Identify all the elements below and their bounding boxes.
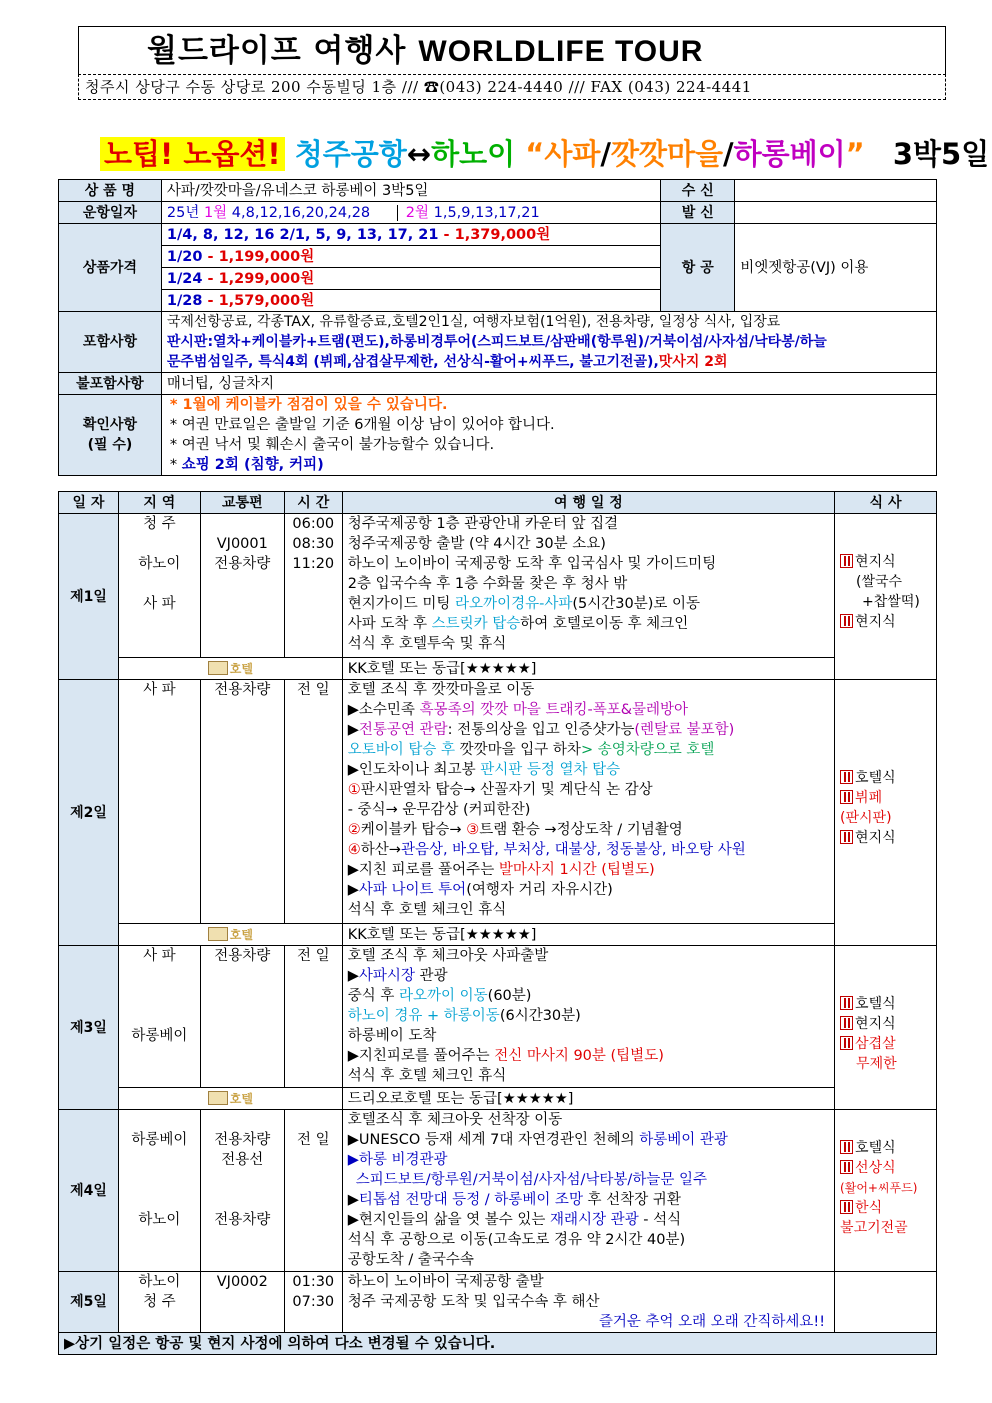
day-3-region — [118, 946, 200, 1088]
day-2-hotel: KK호텔 또는 동급[★★★★★] — [342, 924, 834, 946]
day-4-meals — [835, 1110, 937, 1272]
product-name-value: 사파/깟깟마을/유네스코 하롱베이 3박5일 — [161, 180, 660, 202]
plan-line: 석식 후 호텔 체크인 휴식 — [347, 902, 507, 918]
price-4-dates: 1/28 — [166, 292, 203, 309]
plan-line: 호텔 조식 후 깟깟마을로 이동 — [347, 682, 535, 698]
dates-jan-days: 4,8,12,16,20,24,28 — [231, 204, 371, 221]
meal-icon — [840, 790, 853, 804]
day-4-plan — [342, 1110, 834, 1272]
plan-number: ③ — [466, 822, 480, 838]
meal-icon — [840, 554, 853, 568]
meal-text: 현지식 — [855, 830, 896, 846]
day-4: 제4일 — [59, 1110, 119, 1272]
plan-highlight: 티톱섬 전망대 등정 / 하롱베이 조망 — [358, 1192, 583, 1208]
plan-line — [348, 860, 829, 880]
plan-highlight: 하롱베이 관광 — [639, 1132, 728, 1148]
day-2: 제2일 — [59, 680, 119, 946]
plan-text: ▶ — [347, 882, 359, 898]
plan-line: 청주국제공항 1층 관광안내 카운터 앞 집결 — [347, 516, 619, 532]
plan-highlight: 라오까이 이동 — [399, 988, 488, 1004]
day-2-time: 전 일 — [284, 680, 342, 924]
private-vehicle: 전용차량 — [214, 1132, 271, 1148]
day-1-transport — [200, 514, 284, 658]
plan-text: (5시간30분)로 이동 — [572, 596, 700, 612]
company-address: 청주시 상당구 수동 상당로 200 수동빌딩 1층 /// ☎(043) 224-4440 /// FAX (043) 224-4441 — [78, 74, 946, 100]
excluded-value: 매너팁, 싱글차지 — [161, 373, 936, 395]
region-sapa: 사 파 — [143, 948, 176, 964]
region-halong: 하롱베이 — [131, 1132, 188, 1148]
plan-line — [348, 1006, 829, 1026]
region-hanoi: 하노이 — [138, 556, 181, 572]
day-3-meals — [835, 946, 937, 1110]
plan-highlight: (렌탈료 불포함) — [634, 722, 735, 738]
day-2-plan — [342, 680, 834, 924]
product-info-table — [58, 179, 937, 476]
hotel-icon — [208, 1091, 228, 1105]
private-boat: 전용선 — [221, 1152, 264, 1168]
product-name-label: 상 품 명 — [59, 180, 162, 202]
plan-text: ▶ — [347, 1192, 359, 1208]
dates-jan: 1월 — [203, 204, 228, 221]
plan-line — [348, 1210, 829, 1230]
day-5: 제5일 — [59, 1272, 119, 1333]
hotel-label: 호텔 — [229, 661, 253, 676]
plan-text: 트램 환승 →정상도착 / 기념촬영 — [479, 822, 683, 838]
hotel-label: 호텔 — [229, 927, 253, 942]
region-hanoi: 하노이 — [138, 1212, 181, 1228]
day-4-time: 전 일 — [284, 1110, 342, 1272]
plan-highlight: 판시판 등정 열차 탑승 — [480, 762, 621, 778]
time-1: 06:00 — [292, 516, 335, 532]
meal-text: 한식 — [855, 1200, 883, 1216]
excluded-label: 불포함사항 — [59, 373, 162, 395]
day-5-transport: VJ0002 — [200, 1272, 284, 1333]
plan-text: - 석식 — [638, 1212, 682, 1228]
promo-title — [100, 134, 989, 174]
company-name-ko: 월드라이프 여행사 — [147, 33, 407, 69]
plan-line — [348, 1046, 829, 1066]
time-3: 11:20 — [292, 556, 335, 572]
plan-text: (6시간30분) — [499, 1008, 581, 1024]
hotel-label: 호텔 — [229, 1091, 253, 1106]
day-2-meals — [835, 680, 937, 946]
meal-text: 불고기전골 — [840, 1220, 908, 1236]
promo-quote-open: “ — [525, 137, 545, 171]
plan-text: : 전통의상을 입고 인증샷가능 — [447, 722, 635, 738]
meal-text: 현지식 — [855, 554, 896, 570]
plan-highlight: 전신 마사지 90분 (팁별도) — [494, 1048, 664, 1064]
meal-icon — [840, 1160, 853, 1174]
included-line-2: 판시판:열차+케이블카+트램(편도),하롱비경투어(스피드보트/삼판배(항루원)/거북이섬/사자섬/낙타봉/하늘 — [166, 334, 827, 350]
company-header — [78, 26, 946, 100]
plan-text: 후 선착장 귀환 — [582, 1192, 681, 1208]
plan-text: 판시판열차 탑승→ 산꼴자기 및 계단식 논 감상 — [360, 782, 653, 798]
price-3-amount: - 1,299,000원 — [202, 270, 315, 287]
promo-duration: 3박5일 — [892, 137, 990, 171]
plan-line: 호텔 조식 후 체크아웃 사파출발 — [347, 948, 549, 964]
plan-line — [348, 700, 829, 720]
notice-line-2: * 여권 만료일은 출발일 기준 6개월 이상 남이 있어야 합니다. — [169, 417, 555, 433]
plan-text: ▶UNESCO 등재 세계 7대 자연경관인 천혜의 — [347, 1132, 640, 1148]
hotel-icon — [208, 661, 228, 675]
col-plan: 여 행 일 정 — [342, 492, 834, 514]
meal-text: 현지식 — [855, 614, 896, 630]
plan-text: 중식 후 — [347, 988, 400, 1004]
plan-line: 하노이 노이바이 국제공항 출발 — [347, 1274, 544, 1290]
plan-text: ▶현지인들의 삶을 엿 볼수 있는 — [347, 1212, 551, 1228]
plan-line — [348, 820, 829, 840]
flight-dates-value — [161, 202, 660, 224]
plan-line — [348, 1130, 829, 1150]
plan-line: 석식 후 호텔투숙 및 휴식 — [347, 636, 507, 652]
day-4-transport — [200, 1110, 284, 1272]
plan-text: (60분) — [487, 988, 532, 1004]
plan-line — [348, 740, 829, 760]
plan-text: ▶지친피로를 풀어주는 — [347, 1048, 495, 1064]
plan-line: 석식 후 공항으로 이동(고속도로 경유 약 2시간 40분) — [347, 1232, 686, 1248]
plan-line — [348, 840, 829, 860]
meal-text: 호텔식 — [855, 996, 896, 1012]
plan-line — [348, 594, 829, 614]
private-vehicle: 전용차량 — [214, 556, 271, 572]
day-1-region — [118, 514, 200, 658]
meal-text: 삼겹살 — [855, 1036, 896, 1052]
plan-text: 관광 — [414, 968, 448, 984]
day-3-transport: 전용차량 — [200, 946, 284, 1088]
plan-line — [348, 780, 829, 800]
plan-text: ▶ — [347, 968, 359, 984]
price-2-amount: - 1,199,000원 — [202, 248, 315, 265]
farewell-message: 즐거운 추억 오래 오래 간직하세요!! — [598, 1314, 826, 1330]
plan-line: 청주국제공항 출발 (약 4시간 30분 소요) — [347, 536, 606, 552]
meal-icon — [840, 1016, 853, 1030]
included-value — [161, 312, 936, 373]
promo-place-2: 깟깟마을 — [610, 137, 724, 171]
promo-place-1: 사파 — [544, 137, 601, 171]
plan-line: ▶하롱 비경관광 — [347, 1152, 448, 1168]
meal-text: 무제한 — [856, 1056, 897, 1072]
plan-line — [348, 986, 829, 1006]
time-2: 07:30 — [292, 1294, 335, 1310]
plan-highlight: 하노이 경유 + 하롱이동 — [347, 1008, 500, 1024]
meal-text: 호텔식 — [855, 1140, 896, 1156]
meal-icon — [840, 1200, 853, 1214]
plan-text: (여행자 거리 자유시간) — [466, 882, 613, 898]
meal-text: (활어+씨푸드) — [840, 1181, 918, 1195]
day-1-plan — [342, 514, 834, 658]
included-line-1: 국제선항공료, 각종TAX, 유류할증료,호텔2인1실, 여행자보험(1억원), 전용차량, 일정상 식사, 입장료 — [166, 314, 781, 330]
sender-value — [735, 202, 937, 224]
day-3-plan — [342, 946, 834, 1088]
day-5-meals — [835, 1272, 937, 1333]
day-1-hotel: KK호텔 또는 동급[★★★★★] — [342, 658, 834, 680]
meal-text: 호텔식 — [855, 770, 896, 786]
plan-highlight: 라오까이경유-사파 — [455, 596, 573, 612]
plan-highlight: 흑몽족의 깟깟 마을 트래킹-폭포&물레방아 — [419, 702, 689, 718]
plan-highlight: 발마사지 1시간 (팁별도) — [498, 862, 655, 878]
promo-slash-1: / — [600, 137, 611, 171]
col-day: 일 자 — [59, 492, 119, 514]
promo-quote-close: ” — [845, 137, 865, 171]
meal-icon — [840, 830, 853, 844]
day-1-meals — [835, 514, 937, 680]
airline-value: 비엣젯항공(VJ) 이용 — [735, 224, 937, 312]
price-4-amount: - 1,579,000원 — [202, 292, 315, 309]
day-2-transport: 전용차량 — [200, 680, 284, 924]
meal-text: +찹쌀떡) — [862, 594, 920, 610]
plan-line: 호텔조식 후 체크아웃 선착장 이동 — [347, 1112, 563, 1128]
price-row-3 — [161, 268, 660, 290]
meal-text: 선상식 — [855, 1160, 896, 1176]
recipient-label: 수 신 — [661, 180, 735, 202]
company-name — [78, 26, 946, 74]
col-time: 시 간 — [284, 492, 342, 514]
day-5-plan — [342, 1272, 834, 1333]
promo-route: 청주공항 — [294, 137, 407, 171]
recipient-value — [735, 180, 937, 202]
plan-line — [348, 760, 829, 780]
meal-icon — [840, 1140, 853, 1154]
price-2-dates: 1/20 — [166, 248, 203, 265]
dates-feb-days: 1,5,9,13,17,21 — [433, 204, 540, 221]
time-1: 01:30 — [292, 1274, 335, 1290]
day-3-hotel-tag — [118, 1088, 342, 1110]
notice-line-4-bullet: * — [169, 457, 182, 473]
time-2: 08:30 — [292, 536, 335, 552]
flight-vj0001: VJ0001 — [216, 536, 268, 552]
plan-highlight: 오토바이 탑승 후 — [347, 742, 456, 758]
meal-text: (쌀국수 — [856, 574, 903, 590]
footer-notice: ▶상기 일정은 항공 및 현지 사정에 의하여 다소 변경될 수 있습니다. — [59, 1333, 937, 1355]
promo-dest: 하노이 — [431, 137, 516, 171]
plan-highlight: 전통공연 관람 — [358, 722, 448, 738]
notice-line-3: * 여권 낙서 및 훼손시 출국이 불가능할수 있습니다. — [169, 437, 495, 453]
meal-text: (판시판) — [840, 810, 892, 826]
included-line-3: 문주범섬일주, 특식4회 (뷔페,삼겹살무제한, 선상식-활어+씨푸드, 불고기전골), — [166, 354, 659, 370]
price-row-4 — [161, 290, 660, 312]
plan-line: 청주 국제공항 도착 및 입국수속 후 해산 — [347, 1294, 600, 1310]
notice-label-1: 확인사항 — [82, 417, 137, 433]
promo-slash-2: / — [723, 137, 734, 171]
notice-line-1: * 1월에 케이블카 점검이 있을 수 있습니다. — [169, 397, 448, 413]
plan-line — [348, 720, 829, 740]
notice-label — [59, 395, 162, 476]
region-halong: 하롱베이 — [131, 1028, 188, 1044]
day-2-region: 사 파 — [118, 680, 200, 924]
plan-text: 깟깟마을 입구 하차 — [455, 742, 581, 758]
plan-highlight: > 송영차량으로 호텔 — [580, 742, 715, 758]
plan-line: - 중식→ 운무감상 (커피한잔) — [347, 802, 531, 818]
day-1-time — [284, 514, 342, 658]
plan-line — [348, 614, 829, 634]
col-meal: 식 사 — [835, 492, 937, 514]
col-region: 지 역 — [118, 492, 200, 514]
plan-line: 하노이 노이바이 국제공항 도착 후 입국심사 및 가이드미팅 — [347, 556, 717, 572]
plan-highlight: 관음상, 바오탑, 부처상, 대불상, 청동불상, 바오탕 사원 — [400, 842, 746, 858]
plan-text: 사파 도착 후 — [347, 616, 432, 632]
plan-line: 공항도착 / 출국수속 — [347, 1252, 474, 1268]
plan-line: 스피드보트/항루원/거북이섬/사자섬/낙타봉/하늘문 일주 — [355, 1172, 707, 1188]
plan-text: ▶인도차이나 최고봉 — [347, 762, 481, 778]
day-5-time — [284, 1272, 342, 1333]
price-label: 상품가격 — [59, 224, 162, 312]
day-3: 제3일 — [59, 946, 119, 1110]
dates-feb: 2월 — [397, 205, 429, 221]
plan-line — [348, 966, 829, 986]
no-tip-badge: 노팁! 노옵션! — [100, 137, 285, 171]
flight-dates-label: 운항일자 — [59, 202, 162, 224]
sender-label: 발 신 — [661, 202, 735, 224]
plan-number: ④ — [347, 842, 361, 858]
price-row-2 — [161, 246, 660, 268]
plan-text: 하여 호텔로이동 후 체크인 — [520, 616, 689, 632]
plan-number: ① — [347, 782, 361, 798]
plan-line: 하롱베이 도착 — [347, 1028, 437, 1044]
plan-number: ② — [347, 822, 361, 838]
day-1-hotel-tag — [118, 658, 342, 680]
plan-text: 현지가이드 미팅 — [347, 596, 456, 612]
col-transport: 교통편 — [200, 492, 284, 514]
plan-line: 2층 입국수속 후 1층 수화물 찾은 후 청사 밖 — [347, 576, 628, 592]
plan-text: ▶지친 피로를 풀어주는 — [347, 862, 499, 878]
plan-highlight: 스트릿카 탑승 — [431, 616, 521, 632]
price-1-dates: 1/4, 8, 12, 16 2/1, 5, 9, 13, 17, 21 — [166, 226, 439, 243]
plan-line — [348, 880, 829, 900]
itinerary-table — [58, 491, 937, 1355]
notice-value — [161, 395, 936, 476]
hotel-icon — [208, 927, 228, 941]
day-3-hotel: 드리오로호텔 또는 동급[★★★★★] — [342, 1088, 834, 1110]
company-name-en: WORLDLIFE TOUR — [418, 35, 704, 68]
plan-text: 케이블카 탑승→ — [360, 822, 467, 838]
notice-line-4: 쇼핑 2회 (침향, 커피) — [181, 457, 324, 473]
plan-highlight: 재래시장 관광 — [550, 1212, 639, 1228]
promo-arrow: ↔ — [406, 137, 432, 171]
plan-line: 석식 후 호텔 체크인 휴식 — [347, 1068, 507, 1084]
promo-place-3: 하롱베이 — [733, 137, 846, 171]
day-5-region — [118, 1272, 200, 1333]
day-1: 제1일 — [59, 514, 119, 680]
price-row-1 — [161, 224, 660, 246]
plan-text: ▶ — [347, 722, 359, 738]
plan-highlight: 사파 나이트 투어 — [358, 882, 467, 898]
dates-year: 25년 — [166, 204, 200, 221]
included-massage: 맛사지 2회 — [658, 354, 728, 370]
included-label: 포함사항 — [59, 312, 162, 373]
price-3-dates: 1/24 — [166, 270, 203, 287]
meal-text: 현지식 — [855, 1016, 896, 1032]
airline-label: 항 공 — [661, 224, 735, 312]
plan-highlight: 사파시장 — [358, 968, 415, 984]
region-hanoi: 하노이 — [138, 1274, 181, 1290]
plan-text: ▶소수민족 — [347, 702, 420, 718]
notice-label-2: (필 수) — [87, 437, 133, 453]
region-cheongju: 청 주 — [143, 516, 176, 532]
private-vehicle: 전용차량 — [214, 1212, 271, 1228]
meal-icon — [840, 770, 853, 784]
meal-icon — [840, 996, 853, 1010]
region-cheongju: 청 주 — [143, 1294, 176, 1310]
meal-icon — [840, 1036, 853, 1050]
region-sapa: 사 파 — [143, 596, 176, 612]
meal-icon — [840, 614, 853, 628]
day-4-region — [118, 1110, 200, 1272]
plan-line — [348, 1190, 829, 1210]
price-1-amount: - 1,379,000원 — [438, 226, 551, 243]
day-3-time: 전 일 — [284, 946, 342, 1088]
plan-text: 하산→ — [360, 842, 401, 858]
day-2-hotel-tag — [118, 924, 342, 946]
meal-text: 뷔페 — [855, 790, 883, 806]
